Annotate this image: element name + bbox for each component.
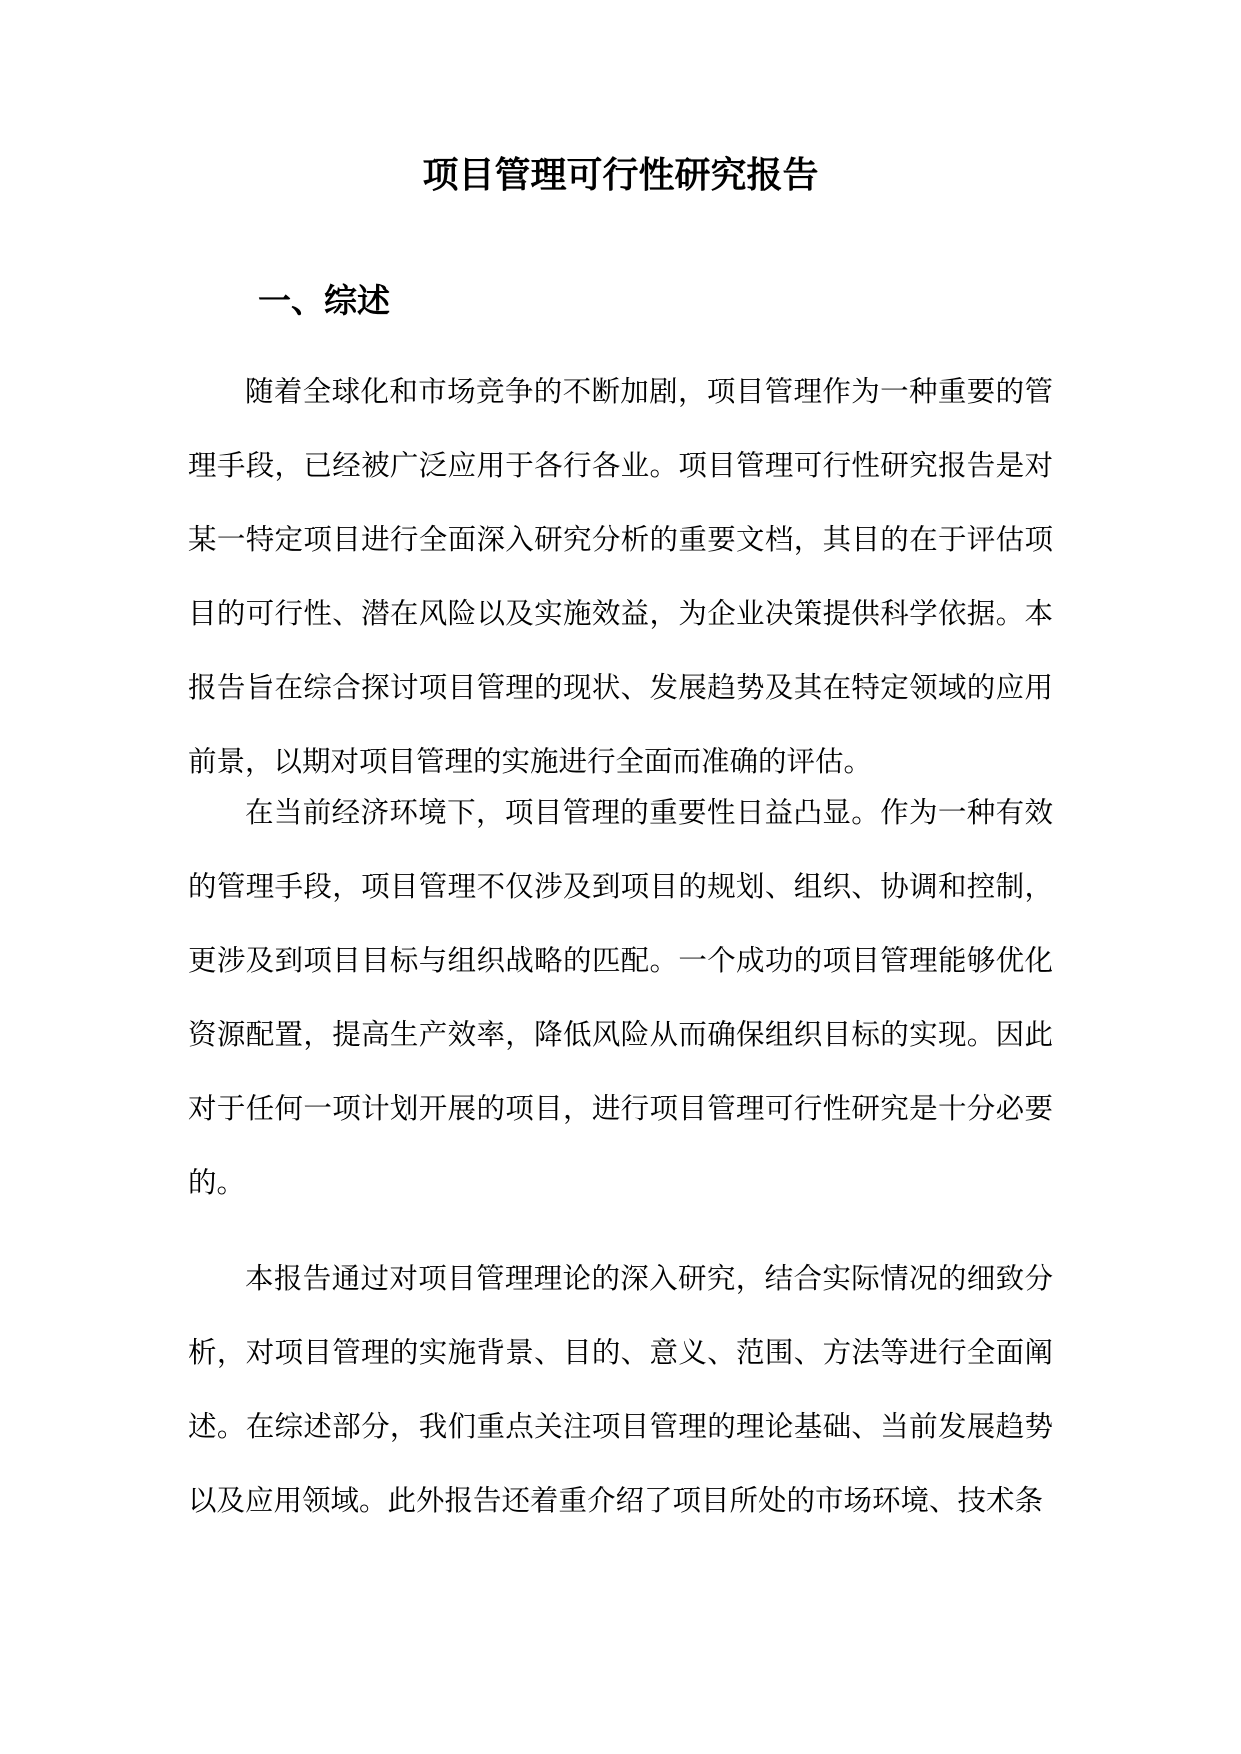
section-heading-overview: 一、综述 [258,281,390,320]
paragraph: 随着全球化和市场竞争的不断加剧，项目管理作为一种重要的管理手段，已经被广泛应用于各行各业。项目管理可行性研究报告是对某一特定项目进行全面深入研究分析的重要文档，其目的在于评估项目的可行性、潜在风险以及实施效益，为企业决策提供科学依据。本报告旨在综合探讨项目管理的现状、发展趋势及其在特定领域的应用前景，以期对项目管理的实施进行全面而准确的评估。 [188,375,1053,778]
paragraph: 在当前经济环境下，项目管理的重要性日益凸显。作为一种有效的管理手段，项目管理不仅涉及到项目的规划、组织、协调和控制，更涉及到项目目标与组织战略的匹配。一个成功的项目管理能够优化资源配置，提高生产效率，降低风险从而确保组织目标的实现。因此对于任何一项计划开展的项目，进行项目管理可行性研究是十分必要的。 [188,796,1053,1199]
document-title: 项目管理可行性研究报告 [422,154,819,196]
paragraph: 本报告通过对项目管理理论的深入研究，结合实际情况的细致分析，对项目管理的实施背景、目的、意义、范围、方法等进行全面阐述。在综述部分，我们重点关注项目管理的理论基础、当前发展趋势以及应用领域。此外报告还着重介绍了项目所处的市场环境、技术条 [188,1262,1053,1517]
